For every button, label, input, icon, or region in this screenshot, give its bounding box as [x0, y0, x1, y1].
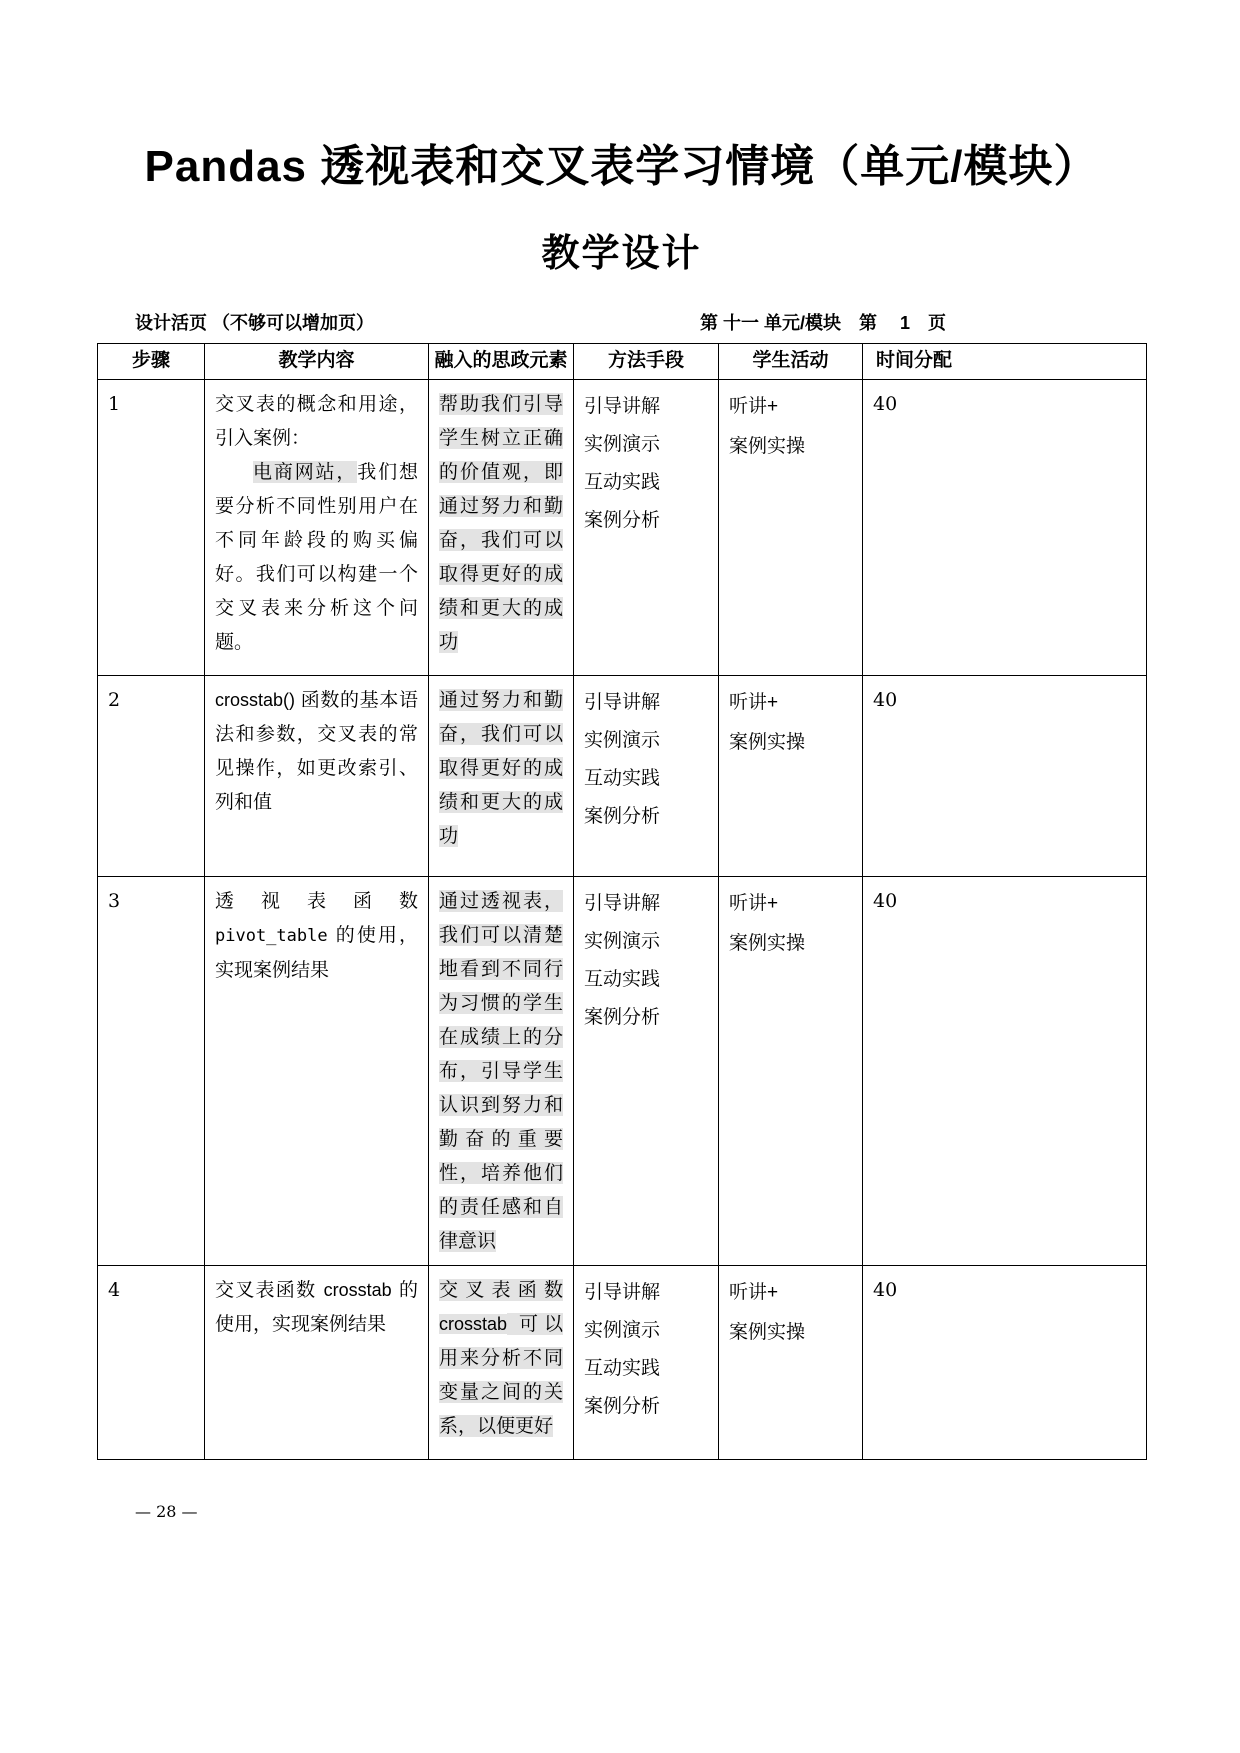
column-header-1: 步骤: [98, 344, 205, 380]
cell-teaching-content: [205, 676, 429, 877]
method-line: 实例演示: [584, 433, 661, 455]
text-segment: 交叉表函数: [215, 1279, 324, 1301]
cell-teaching-content: [205, 380, 429, 676]
cell-time-allocation: 40: [863, 877, 1147, 1266]
text-segment: 交叉表的概念和用途，引入案例：: [215, 393, 418, 449]
method-line: 引导讲解: [584, 395, 661, 417]
paragraph: [439, 683, 563, 853]
method-line: 互动实践: [584, 968, 661, 990]
text-segment: pivot_table: [215, 926, 328, 946]
cell-teaching-content: [205, 877, 429, 1266]
activity-line: 案例实操: [729, 436, 806, 457]
unit-page-label: 第 十一 单元/模块 第 1 页: [699, 313, 946, 333]
cell-step: 1: [98, 380, 205, 676]
cell-time-allocation: 40: [863, 380, 1147, 676]
text-segment: 的使用，实现案例结果: [215, 924, 418, 981]
text-segment: 通过透视表，我们可以清楚地看到不同行为习惯的学生在成绩上的分布，引导学生认识到努力和勤奋的重要性，培养他们的责任感和自律意识: [439, 890, 563, 1252]
column-header-5: 学生活动: [719, 344, 863, 380]
paragraph: [215, 455, 418, 659]
method-line: 案例分析: [584, 1006, 661, 1028]
cell-teaching-content: [205, 1266, 429, 1460]
text-segment: 可以用来分析不同变量之间的关系，以便更好: [439, 1313, 563, 1437]
table-header: [98, 344, 1147, 380]
activity-line: 案例实操: [729, 933, 806, 954]
column-header-2: 教学内容: [205, 344, 429, 380]
text-segment: crosstab(): [215, 690, 301, 710]
method-line: 实例演示: [584, 930, 661, 952]
text-segment: crosstab: [323, 1280, 392, 1300]
method-line: 引导讲解: [584, 691, 661, 713]
cell-methods: [574, 676, 719, 877]
method-line: 互动实践: [584, 1357, 661, 1379]
design-table: [97, 343, 1147, 1460]
table-row: [98, 877, 1147, 1266]
method-line: 案例分析: [584, 1395, 661, 1417]
cell-time-allocation: 40: [863, 1266, 1147, 1460]
cell-student-activity: [719, 1266, 863, 1460]
activity-line: 听讲+: [729, 396, 779, 417]
cell-ideology-elements: [429, 676, 574, 877]
page-title: Pandas 透视表和交叉表学习情境（单元/模块）: [144, 142, 1099, 191]
column-header-6: 时间分配: [863, 344, 1147, 380]
column-header-3: 融入的思政元素: [429, 344, 574, 380]
text-segment: 电商网站，: [253, 461, 358, 483]
text-segment: 帮助我们引导学生树立正确的价值观，即通过努力和勤奋，我们可以取得更好的成绩和更大的成功: [439, 393, 563, 653]
activity-line: 听讲+: [729, 692, 779, 713]
paragraph: [439, 387, 563, 659]
text-segment: 透视表函数: [215, 890, 418, 912]
method-line: 实例演示: [584, 729, 661, 751]
paragraph: [215, 884, 418, 987]
cell-methods: [574, 877, 719, 1266]
method-line: 引导讲解: [584, 892, 661, 914]
table-row: [98, 380, 1147, 676]
activity-line: 案例实操: [729, 732, 806, 753]
cell-ideology-elements: [429, 380, 574, 676]
cell-student-activity: [719, 676, 863, 877]
paragraph: [215, 683, 418, 819]
method-line: 案例分析: [584, 805, 661, 827]
cell-ideology-elements: [429, 1266, 574, 1460]
cell-step: 2: [98, 676, 205, 877]
text-segment: crosstab: [439, 1314, 508, 1334]
cell-methods: [574, 380, 719, 676]
text-segment: 我们想要分析不同性别用户在不同年龄段的购买偏好。我们可以构建一个交叉表来分析这个问题。: [215, 461, 418, 653]
activity-line: 案例实操: [729, 1322, 806, 1343]
cell-time-allocation: 40: [863, 676, 1147, 877]
page-number: — 28 —: [135, 1502, 198, 1521]
cell-methods: [574, 1266, 719, 1460]
cell-student-activity: [719, 380, 863, 676]
header-row: [98, 344, 1147, 380]
cell-student-activity: [719, 877, 863, 1266]
text-segment: 交叉表函数: [439, 1279, 563, 1301]
column-header-4: 方法手段: [574, 344, 719, 380]
table-body: [98, 380, 1147, 1460]
method-line: 互动实践: [584, 767, 661, 789]
cell-step: 3: [98, 877, 205, 1266]
text-segment: 通过努力和勤奋，我们可以取得更好的成绩和更大的成功: [439, 689, 563, 847]
method-line: 引导讲解: [584, 1281, 661, 1303]
text-segment: 的使用，实现案例结果: [215, 1279, 418, 1335]
page-subtitle: 教学设计: [541, 233, 702, 275]
text-segment: 函数的基本语法和参数，交叉表的常见操作，如更改索引、列和值: [215, 689, 418, 813]
table-caption-row: [97, 309, 1146, 335]
activity-line: 听讲+: [729, 893, 779, 914]
cell-step: 4: [98, 1266, 205, 1460]
method-line: 实例演示: [584, 1319, 661, 1341]
paragraph: [439, 1273, 563, 1443]
table-row: [98, 1266, 1147, 1460]
table-row: [98, 676, 1147, 877]
paragraph: [215, 1273, 418, 1341]
paragraph: [439, 884, 563, 1258]
cell-ideology-elements: [429, 877, 574, 1266]
design-sheet-label: 设计活页 （不够可以增加页）: [135, 313, 374, 333]
method-line: 互动实践: [584, 471, 661, 493]
activity-line: 听讲+: [729, 1282, 779, 1303]
paragraph: [215, 387, 418, 455]
method-line: 案例分析: [584, 509, 661, 531]
